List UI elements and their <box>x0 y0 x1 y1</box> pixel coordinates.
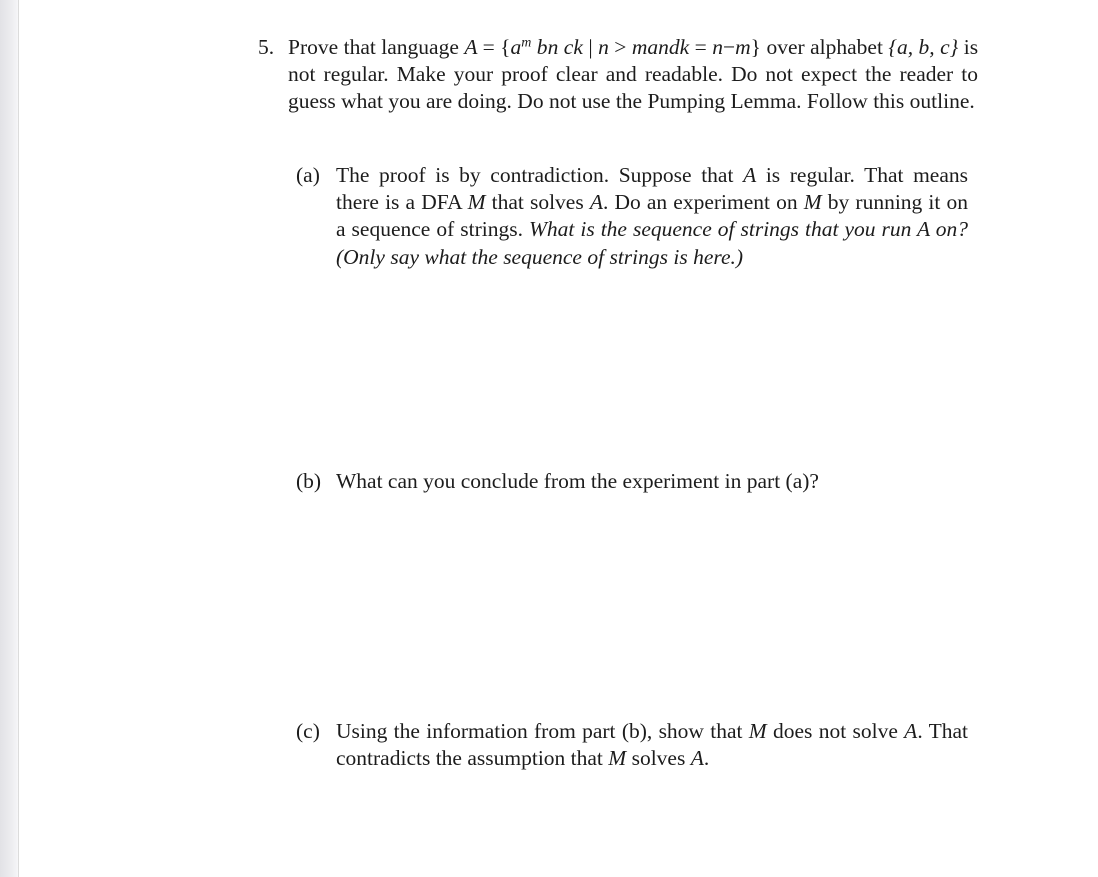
page-edge-shadow <box>0 0 19 877</box>
part-b <box>296 468 968 495</box>
language-definition: $A = \{a^m$ bn ck | n > mandk = n−m} <box>464 35 761 59</box>
part-c-text <box>336 718 968 772</box>
problem-number: 5. <box>258 35 275 59</box>
part-a-text <box>336 162 968 271</box>
part-a-label: (a) <box>296 163 320 187</box>
part-b-text: What can you conclude from the experiment in part (a)? <box>336 469 819 493</box>
part-c-prompt: Using the information from part (b), show that M does not solve A. That contradicts the assumption that M solves A. <box>336 719 968 771</box>
part-a-prompt: The proof is by contradiction. Suppose that A is regular. That means there is a DFA M that solves A. Do an experiment on M by running it on a sequence of strings. <box>336 163 969 242</box>
alphabet-set: {a, b, c} <box>888 35 959 59</box>
part-a <box>296 162 968 271</box>
problem-statement <box>288 34 978 116</box>
part-c <box>296 718 968 772</box>
part-a-question: What is the sequence of strings that you run A on? (Only say what the sequence of strings is here.) <box>336 217 969 269</box>
statement-intro: Prove that language <box>288 35 459 59</box>
part-b-label: (b) <box>296 469 322 493</box>
part-c-label: (c) <box>296 719 320 743</box>
problem-5 <box>258 34 978 116</box>
statement-over-alphabet: over alphabet <box>766 35 883 59</box>
statement-instructions: is not regular. Make your proof clear and readable. Do not expect the reader to guess what you are doing. Do not use the Pumping Lemma. Follow this outline. <box>288 35 979 114</box>
